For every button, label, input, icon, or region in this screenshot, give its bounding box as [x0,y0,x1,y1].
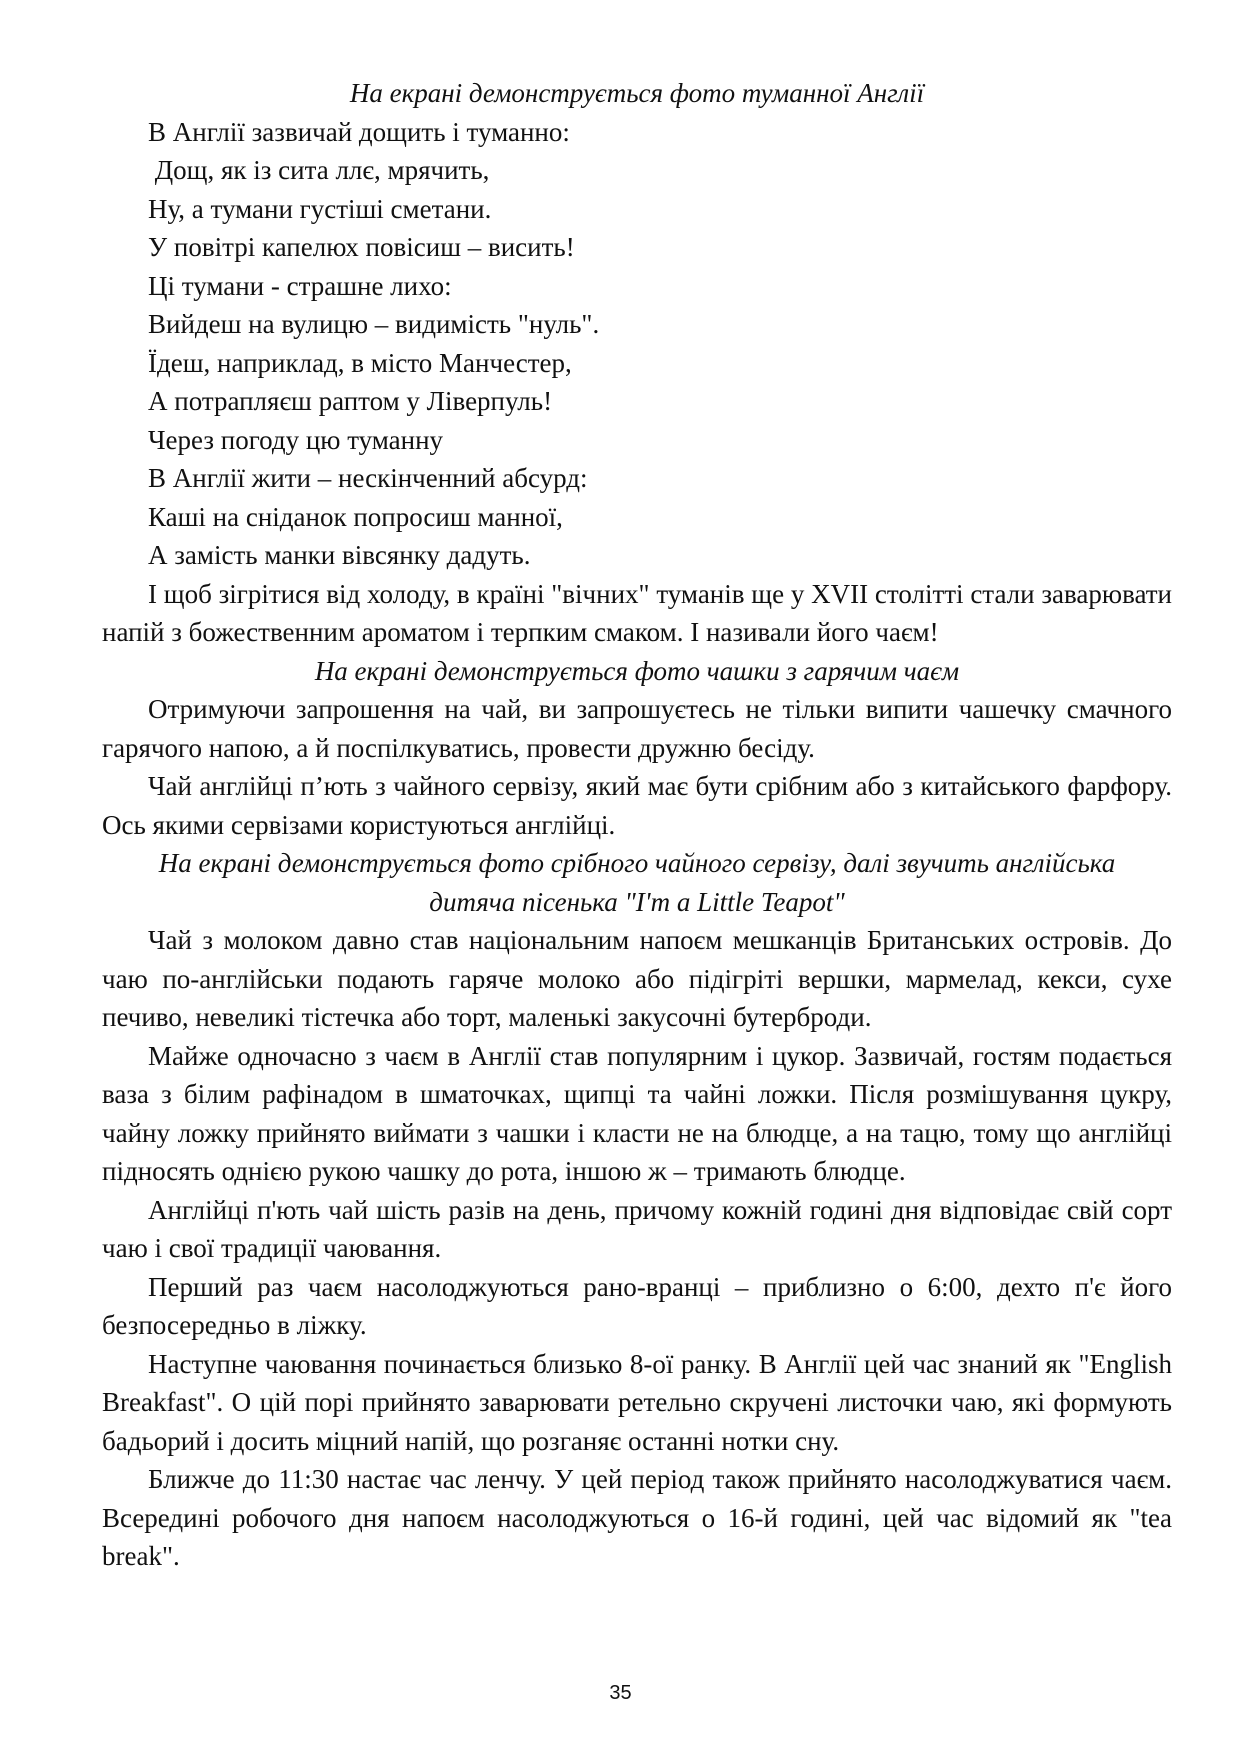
poem-line: У повітрі капелюх повісиш – висить! [148,232,575,262]
poem-line: Через погоду цю туманну [148,424,444,455]
paragraph: Ближче до 11:30 настає час ленчу. У цей період також прийнято насолоджуватися чаєм. Всередині робочого дня напоєм насолоджуються о 16-й годині, цей час відомий як "tea break". [102,1464,1172,1571]
paragraph: Отримуючи запрошення на чай, ви запрошуєтесь не тільки випити чашечку смачного гарячого напою, а й поспілкуватись, провести дружню бесіду. [102,694,1172,763]
poem-line: Каші на сніданок попросиш манної, [148,501,563,532]
paragraph: Майже одночасно з чаєм в Англії став популярним і цукор. Зазвичай, гостям подається ваза з білим рафінадом в шматочках, щипці та чайні ложки. Після розмішування цукру, чайну ложку прийнято виймати з чашки і класти не на блюдце, а на тацю, тому що англійці підносять однією рукою чашку до рота, іншою ж – тримають блюдце. [102,1040,1172,1186]
stage-direction: На екрані демонструється фото чашки з гарячим чаєм [314,655,960,686]
paragraph: Чай англійці п’ють з чайного сервізу, який має бути срібним або з китайського фарфору. Ось якими сервізами користуються англійці. [102,771,1172,840]
poem-line: А потрапляєш раптом у Ліверпуль! [148,386,553,416]
paragraph: І щоб зігрітися від холоду, в країні "вічних" туманів ще у XVII столітті стали заварювати напій з божественним ароматом і терпким смаком. І називали його чаєм! [102,578,1172,647]
poem [102,113,1172,575]
poem-line: А замість манки вівсянку дадуть. [148,540,531,570]
paragraph: Чай з молоком давно став національним напоєм мешканців Британських островів. До чаю по-англійськи подають гаряче молоко або підігріті вершки, мармелад, кекси, сухе печиво, невеликі тістечка або торт, маленькі закусочні бутерброди. [102,925,1172,1032]
paragraph: Англійці п'ють чай шість разів на день, причому кожній годині дня відповідає свій сорт чаю і свої традиції чаювання. [102,1194,1172,1263]
poem-line: В Англії жити – нескінченний абсурд: [148,463,588,493]
poem-line: Дощ, як із сита ллє, мрячить, [148,155,490,185]
poem-line: В Англії зазвичай дощить і туманно: [148,116,570,147]
paragraph: Наступне чаювання починається близько 8-ої ранку. В Англії цей час знаний як "English Breakfast". О цій порі прийнято заварювати ретельно скручені листочки чаю, які формують бадьорий і досить міцний напій, що розганяє останні нотки сну. [102,1348,1172,1456]
stage-direction: На екрані демонструється фото срібного чайного сервізу, далі звучить англійська [158,848,1116,878]
stage-direction: дитяча пісенька "I'm a Little Teapot" [429,886,845,917]
paragraph: Перший раз чаєм насолоджуються рано-вранці – приблизно о 6:00, дехто п'є його безпосередньо в ліжку. [102,1271,1172,1340]
poem-line: Вийдеш на вулицю – видимість "нуль". [148,309,600,339]
page-number: 35 [609,1682,632,1704]
poem-line: Їдеш, наприклад, в місто Манчестер, [148,347,572,378]
page-body [102,74,1172,1576]
poem-line: Ці тумани - страшне лихо: [148,270,452,301]
stage-direction: На екрані демонструється фото туманної Англії [349,78,925,108]
poem-line: Ну, а тумани густіші сметани. [148,193,492,224]
